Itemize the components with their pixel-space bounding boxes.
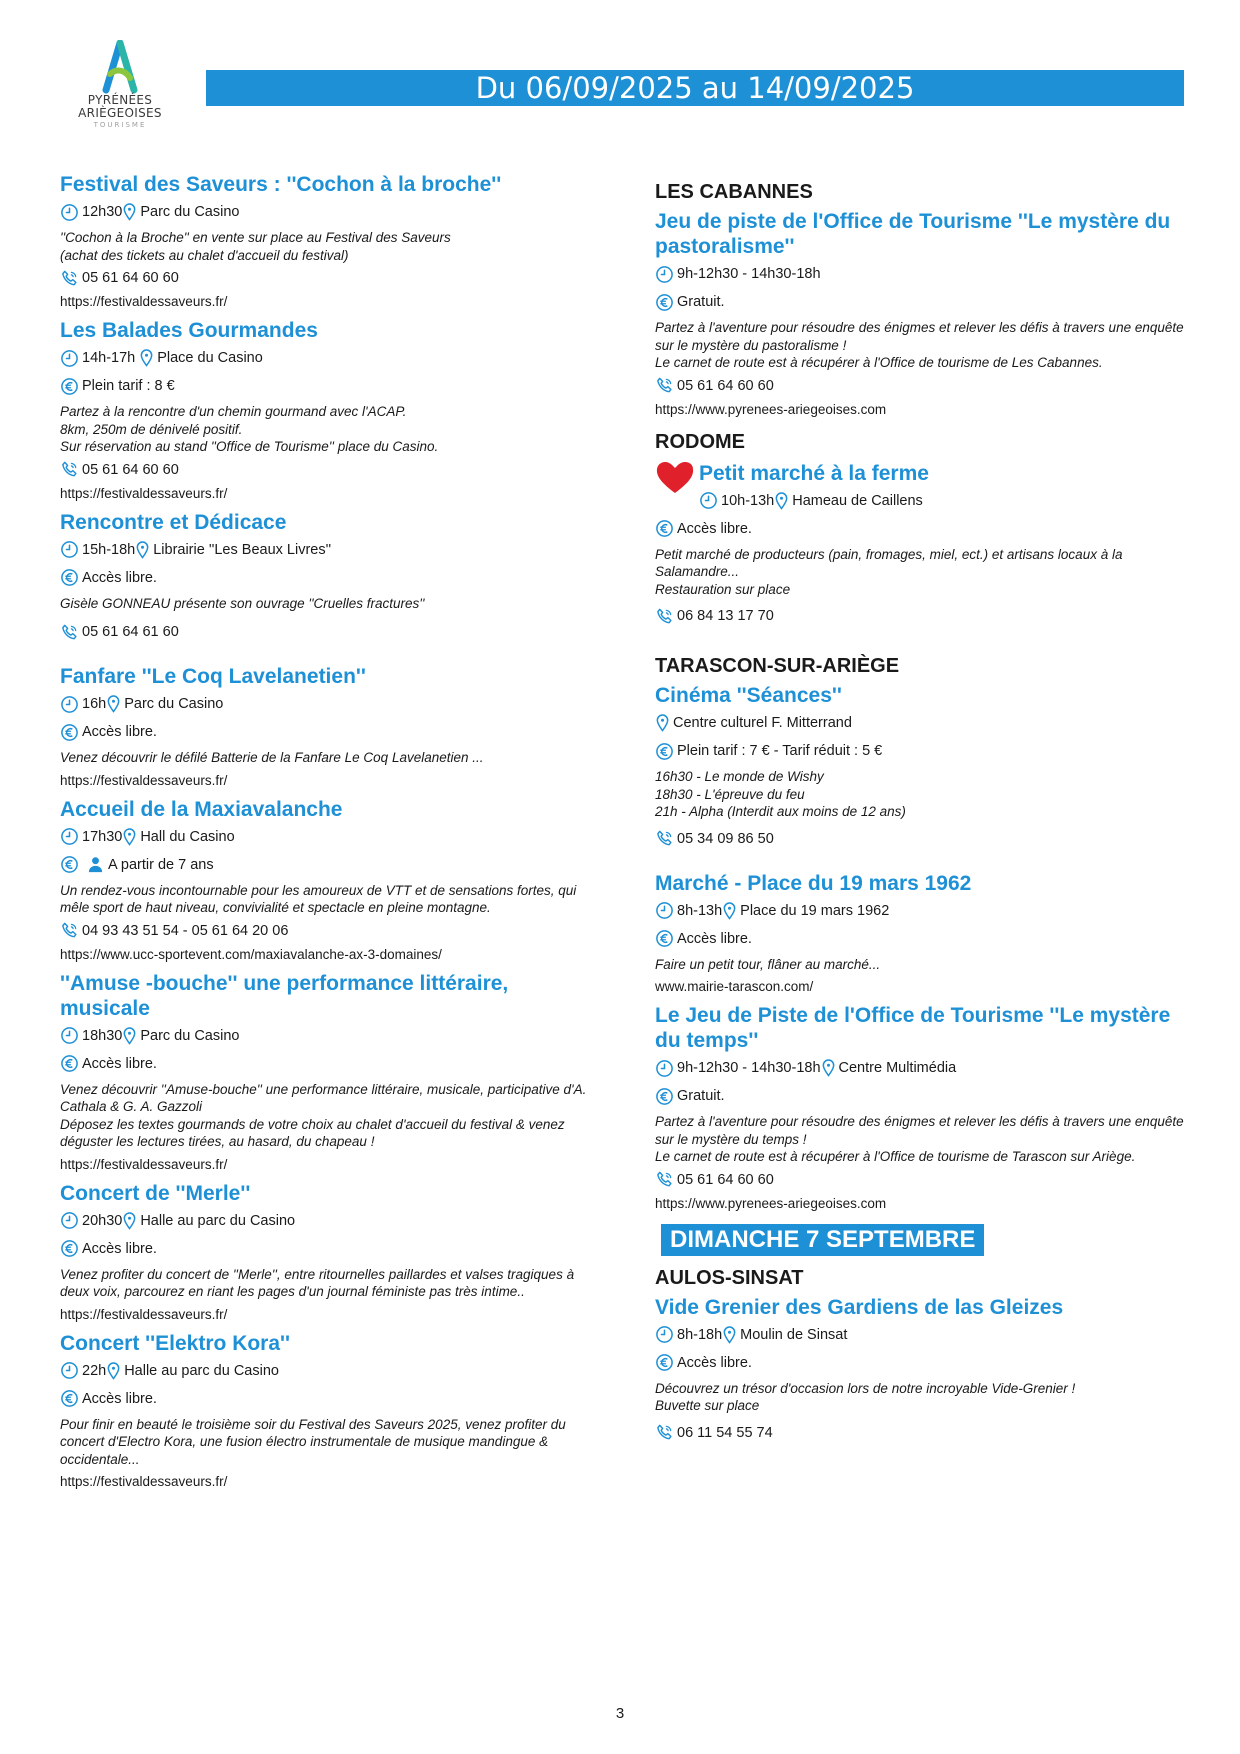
clock-icon — [60, 827, 79, 846]
phone-icon — [655, 607, 674, 626]
event-description: Un rendez-vous incontournable pour les amoureux de VTT et de sensations fortes, qui mêle sport de haut niveau, convivialité et spectacle en pleine montagne. — [60, 882, 577, 915]
event-url[interactable]: https://www.pyrenees-ariegeoises.com — [655, 401, 887, 417]
event-place: Moulin de Sinsat — [740, 1326, 848, 1343]
event-cochon-broche — [60, 172, 600, 312]
event-place: Place du 19 mars 1962 — [740, 902, 890, 919]
event-time: 15h-18h — [82, 541, 136, 558]
phone-icon — [60, 921, 79, 940]
location-header: RODOME — [655, 430, 745, 453]
location-header: AULOS-SINSAT — [655, 1266, 804, 1289]
event-description: Venez découvrir ''Amuse-bouche'' une performance littéraire, musicale, participative d'A. Cathala & G. A. Gazzoli Déposez les textes gourmands de votre choix au chalet d'accueil du festival & venez déguster les lectures tirées, au hasard, du chapeau ! — [60, 1081, 587, 1149]
euro-icon — [655, 519, 674, 538]
event-phone[interactable]: 06 11 54 55 74 — [677, 1424, 773, 1441]
event-title: Fanfare ''Le Coq Lavelanetien'' — [60, 665, 366, 688]
euro-icon — [655, 293, 674, 312]
event-title: Marché - Place du 19 mars 1962 — [655, 871, 972, 895]
event-price: Accès libre. — [677, 520, 752, 537]
event-time: 18h30 — [82, 1027, 123, 1044]
event-time: 9h-12h30 - 14h30-18h — [677, 266, 821, 282]
euro-icon — [60, 855, 79, 874]
euro-icon — [60, 377, 79, 396]
map-pin-icon — [122, 1211, 137, 1231]
event-place: Centre Multimédia — [838, 1060, 957, 1076]
clock-icon — [60, 203, 79, 222]
event-elektro-kora — [60, 1331, 600, 1493]
event-url[interactable]: https://festivaldessaveurs.fr/ — [60, 1306, 228, 1322]
event-rencontre-dedicace — [60, 510, 600, 643]
event-fanfare — [60, 664, 600, 791]
event-title: Le Jeu de Piste de l'Office de Tourisme ''Le mystère du temps'' — [655, 1004, 1171, 1052]
event-place: Hall du Casino — [140, 828, 235, 845]
map-pin-icon — [655, 713, 670, 733]
event-description: Partez à l'aventure pour résoudre des énigmes et relever les défis à travers une enquête sur le mystère du pastoralisme ! Le carnet de route est à récupérer à l'Office de tourisme de Les Cabannes. — [655, 320, 1184, 370]
clock-icon — [60, 1026, 79, 1045]
event-title: Petit marché à la ferme — [699, 461, 929, 485]
event-age: A partir de 7 ans — [108, 856, 214, 873]
page-number: 3 — [615, 1705, 625, 1722]
map-pin-icon — [122, 827, 137, 847]
event-phone[interactable]: 05 34 09 86 50 — [677, 830, 774, 847]
map-pin-icon — [135, 540, 150, 560]
event-place: Centre culturel F. Mitterrand — [673, 715, 852, 731]
euro-icon — [60, 1239, 79, 1258]
map-pin-icon — [821, 1058, 836, 1078]
event-jeu-piste-pastoralisme — [655, 209, 1200, 420]
phone-icon — [655, 376, 674, 395]
euro-icon — [655, 929, 674, 948]
event-phone[interactable]: 05 61 64 60 60 — [677, 377, 774, 394]
event-time: 14h-17h — [82, 350, 136, 366]
euro-icon — [655, 1087, 674, 1106]
event-title: Vide Grenier des Gardiens de las Gleizes — [655, 1295, 1064, 1319]
event-description: 16h30 - Le monde de Wishy 18h30 - L'épreuve du feu 21h - Alpha (Interdit aux moins de 12 ans) — [655, 769, 906, 819]
event-title: Accueil de la Maxiavalanche — [60, 797, 343, 821]
event-title: Rencontre et Dédicace — [60, 510, 287, 534]
event-title: Concert ''Elektro Kora'' — [60, 1331, 291, 1355]
euro-icon — [60, 568, 79, 587]
event-title: Cinéma ''Séances'' — [655, 684, 842, 707]
event-price: Accès libre. — [677, 930, 752, 947]
event-url[interactable]: https://www.pyrenees-ariegeoises.com — [655, 1195, 887, 1211]
event-url[interactable]: https://festivaldessaveurs.fr/ — [60, 1156, 228, 1172]
event-title: Festival des Saveurs : ''Cochon à la broche'' — [60, 173, 502, 196]
event-place: Parc du Casino — [140, 204, 240, 220]
event-title: ''Amuse -bouche'' une performance littéraire, musicale — [60, 971, 509, 1020]
event-vide-grenier — [655, 1295, 1200, 1443]
euro-icon — [60, 1389, 79, 1408]
clock-icon — [60, 349, 79, 368]
event-price: Accès libre. — [677, 1354, 752, 1371]
event-price: Gratuit. — [677, 294, 725, 310]
event-url[interactable]: https://www.ucc-sportevent.com/maxiavalanche-ax-3-domaines/ — [60, 946, 442, 962]
logo-line-3: TOURISME — [93, 121, 147, 129]
map-pin-icon — [106, 694, 121, 714]
event-price: Accès libre. — [82, 1390, 157, 1407]
event-description: Gisèle GONNEAU présente son ouvrage ''Cruelles fractures'' — [60, 595, 425, 611]
map-pin-icon — [122, 1026, 137, 1046]
event-concert-merle — [60, 1181, 600, 1325]
event-description: Partez à l'aventure pour résoudre des énigmes et relever les défis à travers une enquête sur le mystère du temps ! Le carnet de route est à récupérer à l'Office de tourisme de Tarascon sur Ariège. — [655, 1114, 1184, 1164]
event-price: Accès libre. — [82, 724, 157, 740]
event-place: Halle au parc du Casino — [124, 1362, 279, 1379]
phone-icon — [655, 1170, 674, 1189]
heart-icon — [655, 459, 695, 495]
euro-icon — [655, 1353, 674, 1372]
event-price: Accès libre. — [82, 1055, 157, 1072]
event-description: Petit marché de producteurs (pain, fromages, miel, ect.) et artisans locaux à la Salamandre... Restauration sur place — [655, 546, 1123, 597]
event-jeu-piste-temps — [655, 1003, 1200, 1214]
event-maxiavalanche — [60, 797, 600, 965]
euro-icon — [60, 723, 79, 742]
location-header: TARASCON-SUR-ARIÈGE — [655, 655, 900, 677]
map-pin-icon — [774, 491, 789, 511]
location-header: LES CABANNES — [655, 181, 813, 203]
phone-icon — [655, 1423, 674, 1442]
clock-icon — [60, 1361, 79, 1380]
left-column — [60, 172, 600, 1498]
event-time: 9h-12h30 - 14h30-18h — [677, 1060, 821, 1076]
event-title: Les Balades Gourmandes — [60, 319, 318, 342]
event-url[interactable]: www.mairie-tarascon.com/ — [655, 979, 814, 994]
event-description: Venez découvrir le défilé Batterie de la Fanfare Le Coq Lavelanetien ... — [60, 750, 484, 765]
event-time: 8h-13h — [677, 902, 723, 919]
map-pin-icon — [722, 901, 737, 921]
map-pin-icon — [139, 348, 154, 368]
clock-icon — [655, 1059, 674, 1078]
map-pin-icon — [722, 1325, 737, 1345]
event-url[interactable]: https://festivaldessaveurs.fr/ — [60, 485, 228, 501]
event-price: Accès libre. — [82, 569, 157, 586]
phone-icon — [655, 829, 674, 848]
event-phone[interactable]: 06 84 13 17 70 — [677, 608, 774, 624]
event-price: Plein tarif : 7 € - Tarif réduit : 5 € — [677, 743, 883, 759]
clock-icon — [60, 540, 79, 559]
event-phone[interactable]: 05 61 64 60 60 — [82, 270, 179, 286]
event-time: 12h30 — [82, 204, 123, 220]
right-column — [655, 180, 1200, 1449]
event-time: 10h-13h — [721, 492, 775, 509]
event-time: 16h — [82, 696, 107, 712]
event-petit-marche-ferme — [655, 459, 1200, 627]
logo-line-1: PYRÉNÉES — [87, 93, 153, 107]
phone-icon — [60, 623, 79, 642]
clock-icon — [655, 1325, 674, 1344]
event-price: Plein tarif : 8 € — [82, 378, 175, 394]
logo — [70, 40, 170, 130]
event-place: Parc du Casino — [124, 696, 224, 712]
euro-icon — [655, 742, 674, 761]
clock-icon — [699, 491, 718, 510]
logo-line-2: ARIÈGEOISES — [78, 106, 162, 120]
event-place: Place du Casino — [157, 350, 263, 366]
event-url[interactable]: https://festivaldessaveurs.fr/ — [60, 1474, 228, 1489]
event-amuse-bouche — [60, 971, 600, 1175]
event-description: Découvrez un trésor d'occasion lors de notre incroyable Vide-Grenier ! Buvette sur place — [655, 1380, 1076, 1413]
event-url[interactable]: https://festivaldessaveurs.fr/ — [60, 772, 228, 788]
event-time: 20h30 — [82, 1212, 123, 1229]
event-description: ''Cochon à la Broche'' en vente sur place au Festival des Saveurs (achat des tickets au chalet d'accueil du festival) — [60, 230, 451, 263]
event-phone[interactable]: 05 61 64 60 60 — [677, 1171, 774, 1188]
logo-a-icon — [97, 40, 143, 94]
person-icon — [86, 855, 105, 874]
event-place: Hameau de Caillens — [792, 492, 923, 509]
event-phone[interactable]: 05 61 64 60 60 — [82, 461, 179, 478]
event-time: 8h-18h — [677, 1326, 723, 1343]
phone-icon — [60, 460, 79, 479]
event-time: 22h — [82, 1362, 107, 1379]
event-cinema-seances — [655, 683, 1200, 849]
clock-icon — [655, 901, 674, 920]
event-time: 17h30 — [82, 828, 123, 845]
phone-icon — [60, 269, 79, 288]
event-title: Jeu de piste de l'Office de Tourisme ''Le mystère du pastoralisme'' — [655, 210, 1171, 258]
event-price: Accès libre. — [82, 1240, 157, 1257]
event-place: Halle au parc du Casino — [140, 1212, 296, 1229]
clock-icon — [60, 695, 79, 714]
clock-icon — [60, 1211, 79, 1230]
event-description: Venez profiter du concert de ''Merle'', entre ritournelles paillardes et valses tragiques à deux voix, parcourez en riant les pages d'un journal féministe pas très intime.. — [60, 1266, 575, 1299]
map-pin-icon — [106, 1361, 121, 1381]
event-description: Faire un petit tour, flâner au marché... — [655, 956, 881, 972]
event-place: Parc du Casino — [140, 1027, 240, 1044]
day-banner: DIMANCHE 7 SEPTEMBRE — [661, 1224, 984, 1256]
event-place: Librairie ''Les Beaux Livres'' — [153, 541, 332, 558]
event-description: Pour finir en beauté le troisième soir du Festival des Saveurs 2025, venez profiter du concert d'Electro Kora, une fusion électro instrumentale de musique mandingue & occidentale... — [60, 1416, 566, 1467]
event-description: Partez à la rencontre d'un chemin gourmand avec l'ACAP. 8km, 250m de dénivelé positif. Sur réservation au stand ''Office de Tourisme'' place du Casino. — [60, 404, 439, 454]
date-range-banner: Du 06/09/2025 au 14/09/2025 — [206, 70, 1184, 106]
map-pin-icon — [122, 202, 137, 222]
event-price: Gratuit. — [677, 1088, 725, 1104]
event-phone[interactable]: 04 93 43 51 54 - 05 61 64 20 06 — [82, 922, 289, 939]
event-balades-gourmandes — [60, 318, 600, 504]
event-title: Concert de ''Merle'' — [60, 1181, 251, 1205]
clock-icon — [655, 265, 674, 284]
event-phone[interactable]: 05 61 64 61 60 — [82, 624, 179, 640]
euro-icon — [60, 1054, 79, 1073]
event-marche-19-mars — [655, 871, 1200, 998]
event-url[interactable]: https://festivaldessaveurs.fr/ — [60, 294, 228, 309]
